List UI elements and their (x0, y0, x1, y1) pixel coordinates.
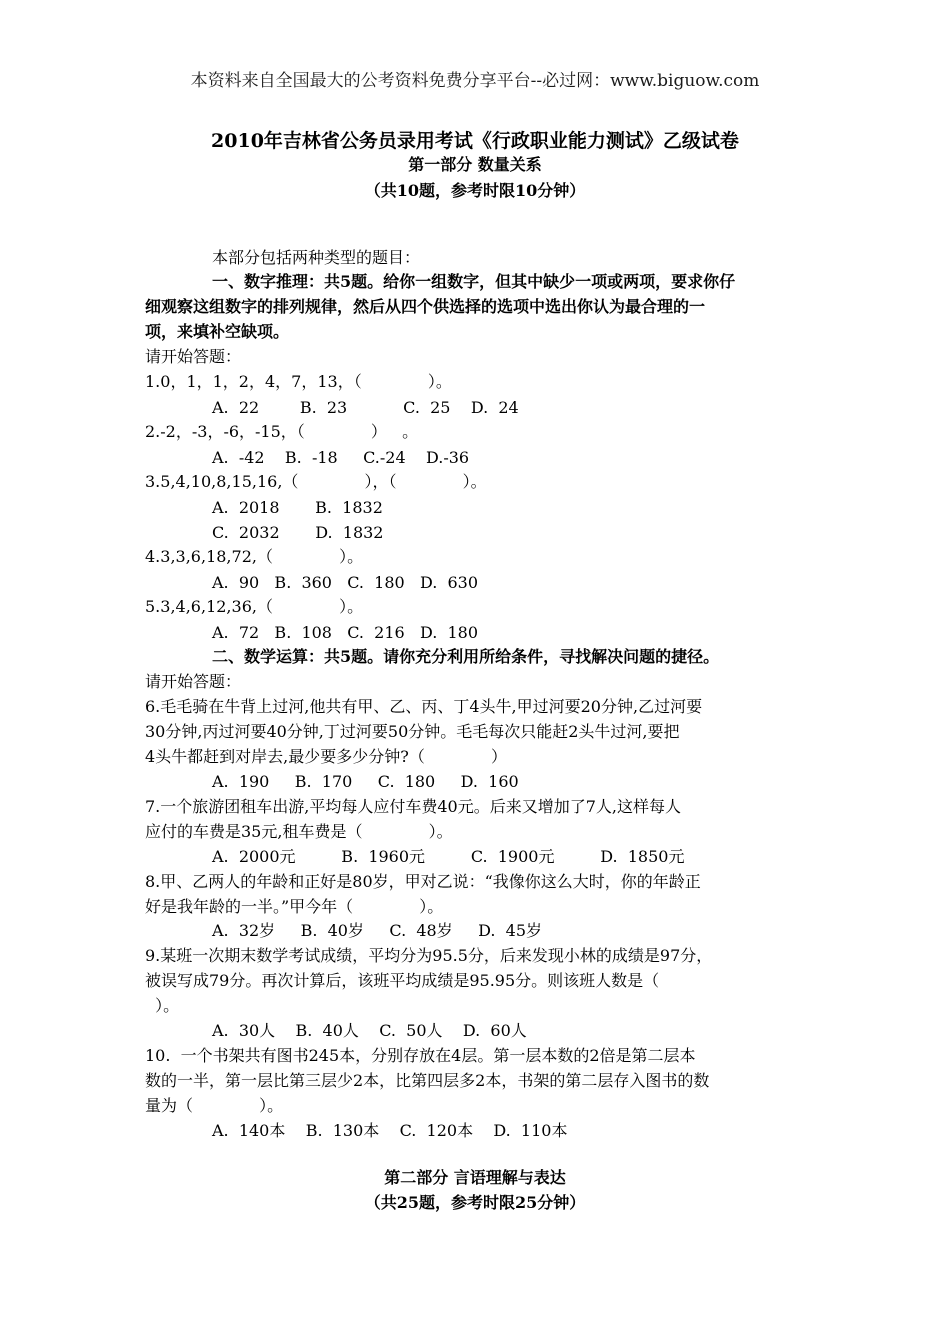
question-10-line1: 10. 一个书架共有图书245本，分别存放在4层。第一层本数的2倍是第二层本 (145, 1046, 696, 1065)
part1-heading: 第一部分 数量关系 (408, 155, 542, 174)
question-2-options: A. -42 B. -18 C.-24 D.-36 (212, 448, 470, 467)
part1-intro: 本部分包括两种类型的题目： (212, 248, 421, 267)
question-7-options: A. 2000元 B. 1960元 C. 1900元 D. 1850元 (212, 847, 685, 866)
question-9-options: A. 30人 B. 40人 C. 50人 D. 60人 (212, 1021, 527, 1040)
question-5-options: A. 72 B. 108 C. 216 D. 180 (212, 623, 479, 642)
question-6-options: A. 190 B. 170 C. 180 D. 160 (212, 772, 519, 791)
question-1-options: A. 22 B. 23 C. 25 D. 24 (212, 398, 519, 417)
page-header: 本资料来自全国最大的公考资料免费分享平台--必过网：www.biguow.com (190, 71, 760, 91)
question-10-line3: 量为（ ）。 (145, 1096, 284, 1115)
question-9-line3: ）。 (145, 996, 180, 1015)
question-10-line2: 数的一半，第一层比第三层少2本，比第四层多2本，书架的第二层存入图书的数 (145, 1071, 710, 1090)
exam-title: 2010年吉林省公务员录用考试《行政职业能力测试》乙级试卷 (211, 130, 739, 152)
question-8-options: A. 32岁 B. 40岁 C. 48岁 D. 45岁 (212, 921, 543, 940)
question-5: 5.3,4,6,12,36,（ ）。 (145, 597, 364, 616)
part1-note: （共10题，参考时限10分钟） (364, 181, 586, 200)
question-4-options: A. 90 B. 360 C. 180 D. 630 (212, 573, 479, 592)
question-6-line3: 4头牛都赶到对岸去,最少要多少分钟?（ ） (145, 747, 507, 766)
question-8-line1: 8.甲、乙两人的年龄和正好是80岁，甲对乙说：“我像你这么大时，你的年龄正 (145, 872, 701, 891)
type1-instructions-line1: 一、数字推理：共5题。给你一组数字，但其中缺少一项或两项，要求你仔 (212, 272, 736, 291)
question-9-line1: 9.某班一次期末数学考试成绩，平均分为95.5分，后来发现小林的成绩是97分， (145, 946, 713, 965)
part2-note: （共25题，参考时限25分钟） (364, 1193, 586, 1212)
question-3-options-a: A. 2018 B. 1832 (212, 498, 383, 517)
question-6-line1: 6.毛毛骑在牛背上过河,他共有甲、乙、丙、丁4头牛,甲过河要20分钟,乙过河要 (145, 697, 703, 716)
type2-instructions: 二、数学运算：共5题。请你充分利用所给条件，寻找解决问题的捷径。 (212, 647, 720, 666)
question-9-line2: 被误写成79分。再次计算后，该班平均成绩是95.95分。则该班人数是（ (145, 971, 660, 990)
start-answering-2: 请开始答题： (145, 672, 242, 691)
question-4: 4.3,3,6,18,72,（ ）。 (145, 547, 364, 566)
question-10-options: A. 140本 B. 130本 C. 120本 D. 110本 (212, 1121, 568, 1140)
question-3-options-b: C. 2032 D. 1832 (212, 523, 384, 542)
type1-instructions-line3: 项，来填补空缺项。 (145, 322, 290, 341)
start-answering-1: 请开始答题： (145, 347, 242, 366)
part2-heading: 第二部分 言语理解与表达 (384, 1168, 566, 1187)
question-7-line2: 应付的车费是35元,租车费是（ ）。 (145, 822, 453, 841)
type1-instructions-line2: 细观察这组数字的排列规律，然后从四个供选择的选项中选出你认为最合理的一 (145, 297, 706, 316)
question-6-line2: 30分钟,丙过河要40分钟,丁过河要50分钟。毛毛每次只能赶2头牛过河,要把 (145, 722, 680, 741)
question-7-line1: 7.一个旅游团租车出游,平均每人应付车费40元。后来又增加了7人,这样每人 (145, 797, 681, 816)
question-8-line2: 好是我年龄的一半。”甲今年（ ）。 (145, 897, 444, 916)
question-1: 1.0，1，1，2，4，7，13，（ ）。 (145, 372, 452, 391)
question-3: 3.5,4,10,8,15,16,（ ），（ ）。 (145, 472, 487, 491)
question-2: 2.-2，-3，-6，-15，（ ） 。 (145, 422, 419, 441)
